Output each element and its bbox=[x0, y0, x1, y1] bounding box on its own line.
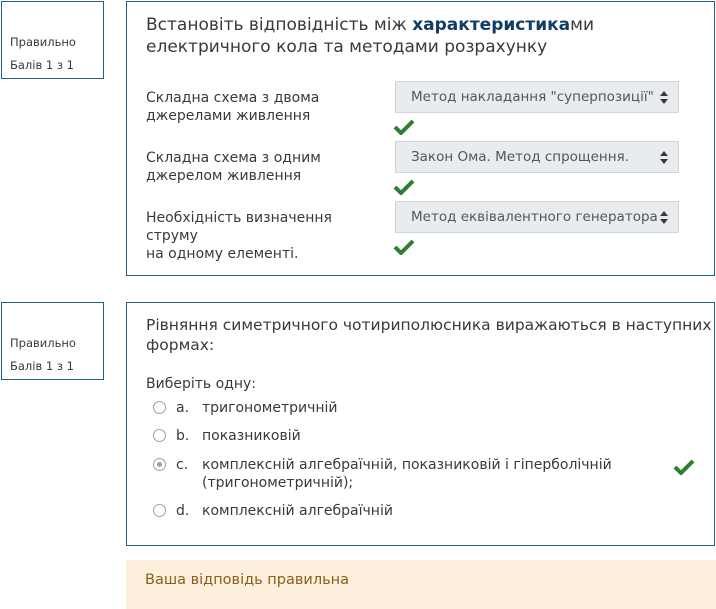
option-letter: b. bbox=[176, 428, 190, 444]
radio-button[interactable] bbox=[153, 401, 166, 414]
select-arrows-icon bbox=[660, 211, 668, 224]
question-1-bold-term: характеристика bbox=[412, 15, 571, 35]
option-text: комплексній алгебраїчній bbox=[202, 503, 393, 519]
radio-button-selected[interactable] bbox=[153, 458, 166, 471]
question-2-formulation bbox=[126, 302, 715, 546]
answer-option-d[interactable] bbox=[153, 502, 673, 520]
question-state: Правильно bbox=[10, 336, 76, 350]
answer-prompt: Виберіть одну: bbox=[146, 376, 256, 392]
check-icon bbox=[673, 459, 695, 475]
check-icon bbox=[393, 119, 415, 135]
option-text: показниковій bbox=[202, 428, 301, 444]
question-state: Правильно bbox=[10, 35, 76, 49]
answer-option-a[interactable] bbox=[153, 399, 673, 417]
answer-option-c[interactable] bbox=[153, 456, 673, 492]
question-1-formulation bbox=[126, 1, 715, 276]
option-text: комплексній алгебраїчній, показниковій і гіперболічній (тригонометричній); bbox=[202, 457, 612, 491]
check-icon bbox=[393, 179, 415, 195]
match-row-3-label: Необхідність визначення струму на одному елементі. bbox=[146, 210, 332, 262]
match-row-1-select[interactable]: Метод накладання "суперпозиції" bbox=[395, 81, 679, 113]
match-row-2-select[interactable]: Закон Ома. Метод спрощення. bbox=[395, 141, 679, 173]
match-row-1-label: Складна схема з двома джерелами живлення bbox=[146, 90, 320, 124]
option-letter: c. bbox=[176, 457, 189, 473]
radio-button[interactable] bbox=[153, 504, 166, 517]
question-grade: Балів 1 з 1 bbox=[10, 359, 74, 373]
question-1-text: Встановіть відповідність між характеристиками електричного кола та методами розрахунку bbox=[146, 15, 595, 57]
check-icon bbox=[393, 239, 415, 255]
question-1-info bbox=[1, 1, 104, 79]
radio-button[interactable] bbox=[153, 429, 166, 442]
feedback-text: Ваша відповідь правильна bbox=[145, 572, 350, 588]
answer-option-b[interactable] bbox=[153, 427, 673, 445]
select-arrows-icon bbox=[660, 91, 668, 104]
feedback-panel bbox=[126, 560, 716, 609]
select-arrows-icon bbox=[660, 151, 668, 164]
match-row-3-select[interactable]: Метод еквівалентного генератора bbox=[395, 201, 679, 233]
option-letter: a. bbox=[176, 400, 190, 416]
option-letter: d. bbox=[176, 503, 190, 519]
match-row-2-label: Складна схема з одним джерелом живлення bbox=[146, 150, 321, 184]
question-2-info bbox=[1, 302, 104, 380]
option-text: тригонометричній bbox=[202, 400, 338, 416]
question-2-text: Рівняння симетричного чотириполюсника виражаються в наступних формах: bbox=[146, 316, 712, 354]
question-grade: Балів 1 з 1 bbox=[10, 58, 74, 72]
